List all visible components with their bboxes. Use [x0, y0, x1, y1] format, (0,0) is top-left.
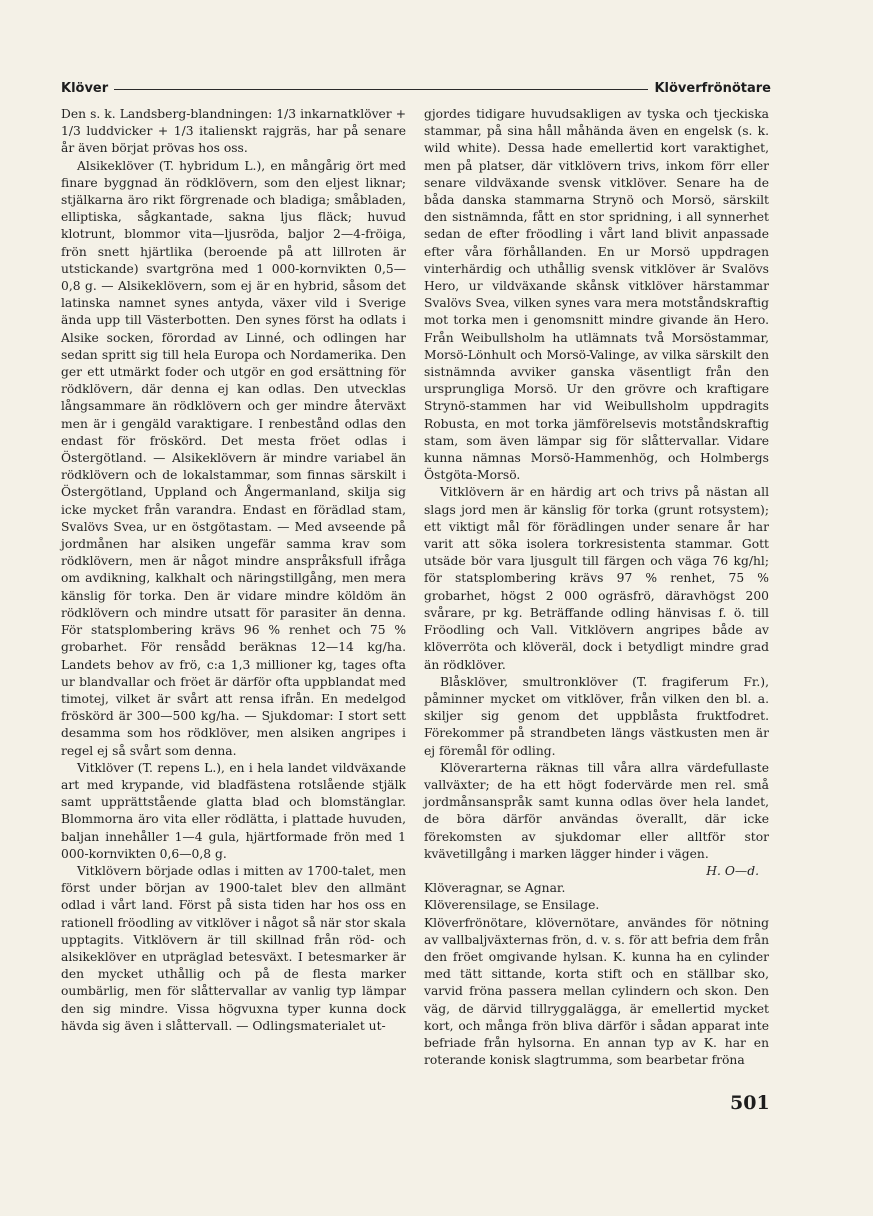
paragraph: Klöverarterna räknas till våra allra värdefullaste vallväxter; de ha ett högt fodervärde men rel. små jordmånsanspråk samt kunna odlas över hela landet, de böra därför användas överallt, där icke förekomsten av sjukdomar eller alltför stor kvävetillgång i marken lägger hinder i vägen.: [424, 760, 769, 861]
paragraph: gjordes tidigare huvudsakligen av tyska och tjeckiska stammar, på sina håll måhända även en engelsk (s. k. wild white). Dessa hade emellertid kort varaktighet, men på platser, där vitklövern trivs, inkom förr eller senare vildväxande svensk vitklöver. Senare ha de båda danska stammarna Strynö och Morsö, särskilt den sistnämnda, fått en stor spridning, i all synnerhet sedan de efter fröodling i vårt land blivit anpassade efter våra förhållanden. En ur Morsö uppdragen vinterhärdig och uthållig svensk vitklöver är Svalövs Hero, ur vildväxande skånsk vitklöver härstammar Svalövs Svea, vilken synes vara mera motståndskraftig mot torka men i genomsnitt mindre givande än Hero. Från Weibullsholm ha utlämnats två Morsöstammar, Morsö-Lönhult och Morsö-Valinge, av vilka särskilt den sistnämnda avviker ganska väsentligt från den ursprungliga Morsö. Ur den grövre och kraftigare Strynö-stammen har vid Weibullsholm uppdragits Robusta, en mot torka jämförelsevis motståndskraftig stam, som även lämpar sig för slåttervallar. Vidare kunna nämnas Morsö-Hammenhög, och Holmbergs Östgöta-Morsö.: [424, 107, 769, 483]
paragraph: Den s. k. Landsberg-blandningen: 1/3 inkarnatklöver + 1/3 luddvicker + 1/3 italienskt rajgräs, har på senare år även börjat prövas hos oss.: [61, 107, 406, 156]
entry-klover-fronotare: Klöverfrönötare, klövernötare, användes för nötning av vallbaljväxternas frön, d. v. s. för att befria dem från den fröet omgivande hylsan. K. kunna ha en cylinder med tätt sittande, korta stift och en ställbar sko, varvid fröna passera mellan cylindern och skon. Den väg, de därvid tillryggalägga, är emellertid mycket kort, och många frön bliva därför i sådan apparat inte befriade från hylsorna. En annan typ av K. har en roterande konisk slagtrumma, som bearbetar fröna: [424, 915, 769, 1068]
paragraph: Vitklövern började odlas i mitten av 1700-talet, men först under början av 1900-talet blev den allmänt odlad i vårt land. Först på sista tiden har hos oss en rationell fröodling av vitklöver i något så när stor skala upptagits. Vitklövern är till skillnad från röd- och alsikeklöver en utpräglad betesväxt. I betesmarker är den mycket uthållig och på de flesta marker oumbärlig, men för slåttervallar av vanlig typ lämpar den sig mindre. Vissa högvuxna typer kunna dock hävda sig även i slåttervall. — Odlingsmaterialet ut-: [61, 863, 406, 1033]
right-column: [424, 106, 769, 1069]
left-column: [61, 106, 406, 1035]
header-rule: [114, 89, 648, 90]
page-number: 501: [730, 1092, 770, 1114]
paragraph: Blåsklöver, smultronklöver (T. fragiferum Fr.), påminner mycket om vitklöver, från vilken den bl. a. skiljer sig genom det uppblåsta fruktfodret. Förekommer på strandbeten längs västkusten men är ej föremål för odling.: [424, 674, 769, 758]
entry-klover-agnar: Klöveragnar, se Agnar.: [424, 881, 566, 896]
entry-klover-ensilage: Klöverensilage, se Ensilage.: [424, 898, 600, 913]
running-head: [61, 78, 771, 98]
signature: H. O—d.: [706, 863, 759, 878]
paragraph: Vitklöver (T. repens L.), en i hela landet vildväxande art med krypande, vid bladfästena rotslående stjälk samt upprättstående glatta blad och blomstänglar. Blommorna äro vita eller rödlätta, i plattade huvuden, baljan innehåller 1—4 gula, hjärtformade frön med 1 000-kornvikten 0,6—0,8 g.: [61, 760, 406, 861]
paragraph: Vitklövern är en härdig art och trivs på nästan all slags jord men är känslig för torka (grunt rotsystem); ett viktigt mål för förädlingen under senare år har varit att söka isolera torkresistenta stammar. Gott utsäde bör vara ljusgult till färgen och väga 76 kg/hl; för statsplombering krävs 97 % renhet, 75 % grobarhet, högst 2 000 ogräsfrö, däravhögst 200 svårare, pr kg. Beträffande odling hänvisas f. ö. till Fröodling och Vall. Vitklövern angripes både av klöverröta och klöveräl, dock i betydligt mindre grad än rödklöver.: [424, 485, 769, 672]
paragraph: Alsikeklöver (T. hybridum L.), en mångårig ört med finare byggnad än rödklövern, som den eljest liknar; stjälkarna äro rikt förgrenade och bladiga; småbladen, elliptiska, sågkantade, sakna ljus fläck; huvud klotrunt, blommor vita—ljusröda, baljor 2—4-fröiga, frön snett hjärtlika (beroende på att lillroten är utstickande) svartgröna med 1 000-kornvikten 0,5—0,8 g. — Alsikeklövern, som ej är en hybrid, såsom det latinska namnet synes antyda, växer vild i Sverige ända upp till Västerbotten. Den synes först ha odlats i Alsike socken, förordad av Linné, och odlingen har sedan spritt sig till hela Europa och Nordamerika. Den ger ett utmärkt foder och utgör en god ersättning för rödklövern, där denna ej kan odlas. Den utvecklas långsammare än rödklövern och ger mindre återväxt men är i gengäld varaktigare. I renbestånd odlas den endast för fröskörd. Det mesta fröet odlas i Östergötland. — Alsikeklövern är mindre variabel än rödklövern och de lokalstammar, som finnas särskilt i Östergötland, Uppland och Ångermanland, skilja sig icke mycket från varandra. Endast en förädlad stam, Svalövs Svea, ur en östgötastam. — Med avseende på jordmånen har alsiken ungefär samma krav som rödklövern, men är något mindre anspråksfull ifråga om avdikning, kalkhalt och näringstillgång, men mera känslig för torka. Den är vidare mindre köldöm än rödklövern och mindre utsatt för parasiter än denna. För statsplombering krävs 96 % renhet och 75 % grobarhet. För rensådd beräknas 12—14 kg/ha. Landets behov av frö, c:a 1,3 millioner kg, tages ofta ur blandvallar och fröet är därför ofta uppblandat med timotej, vilket är svårt att rensa ifrån. En medelgod fröskörd är 300—500 kg/ha. — Sjukdomar: I stort sett desamma som hos rödklöver, men alsiken angripes i regel ej så svårt som denna.: [61, 158, 406, 758]
header-right: Klöverfrönötare: [654, 80, 771, 96]
header-left: Klöver: [61, 80, 109, 96]
